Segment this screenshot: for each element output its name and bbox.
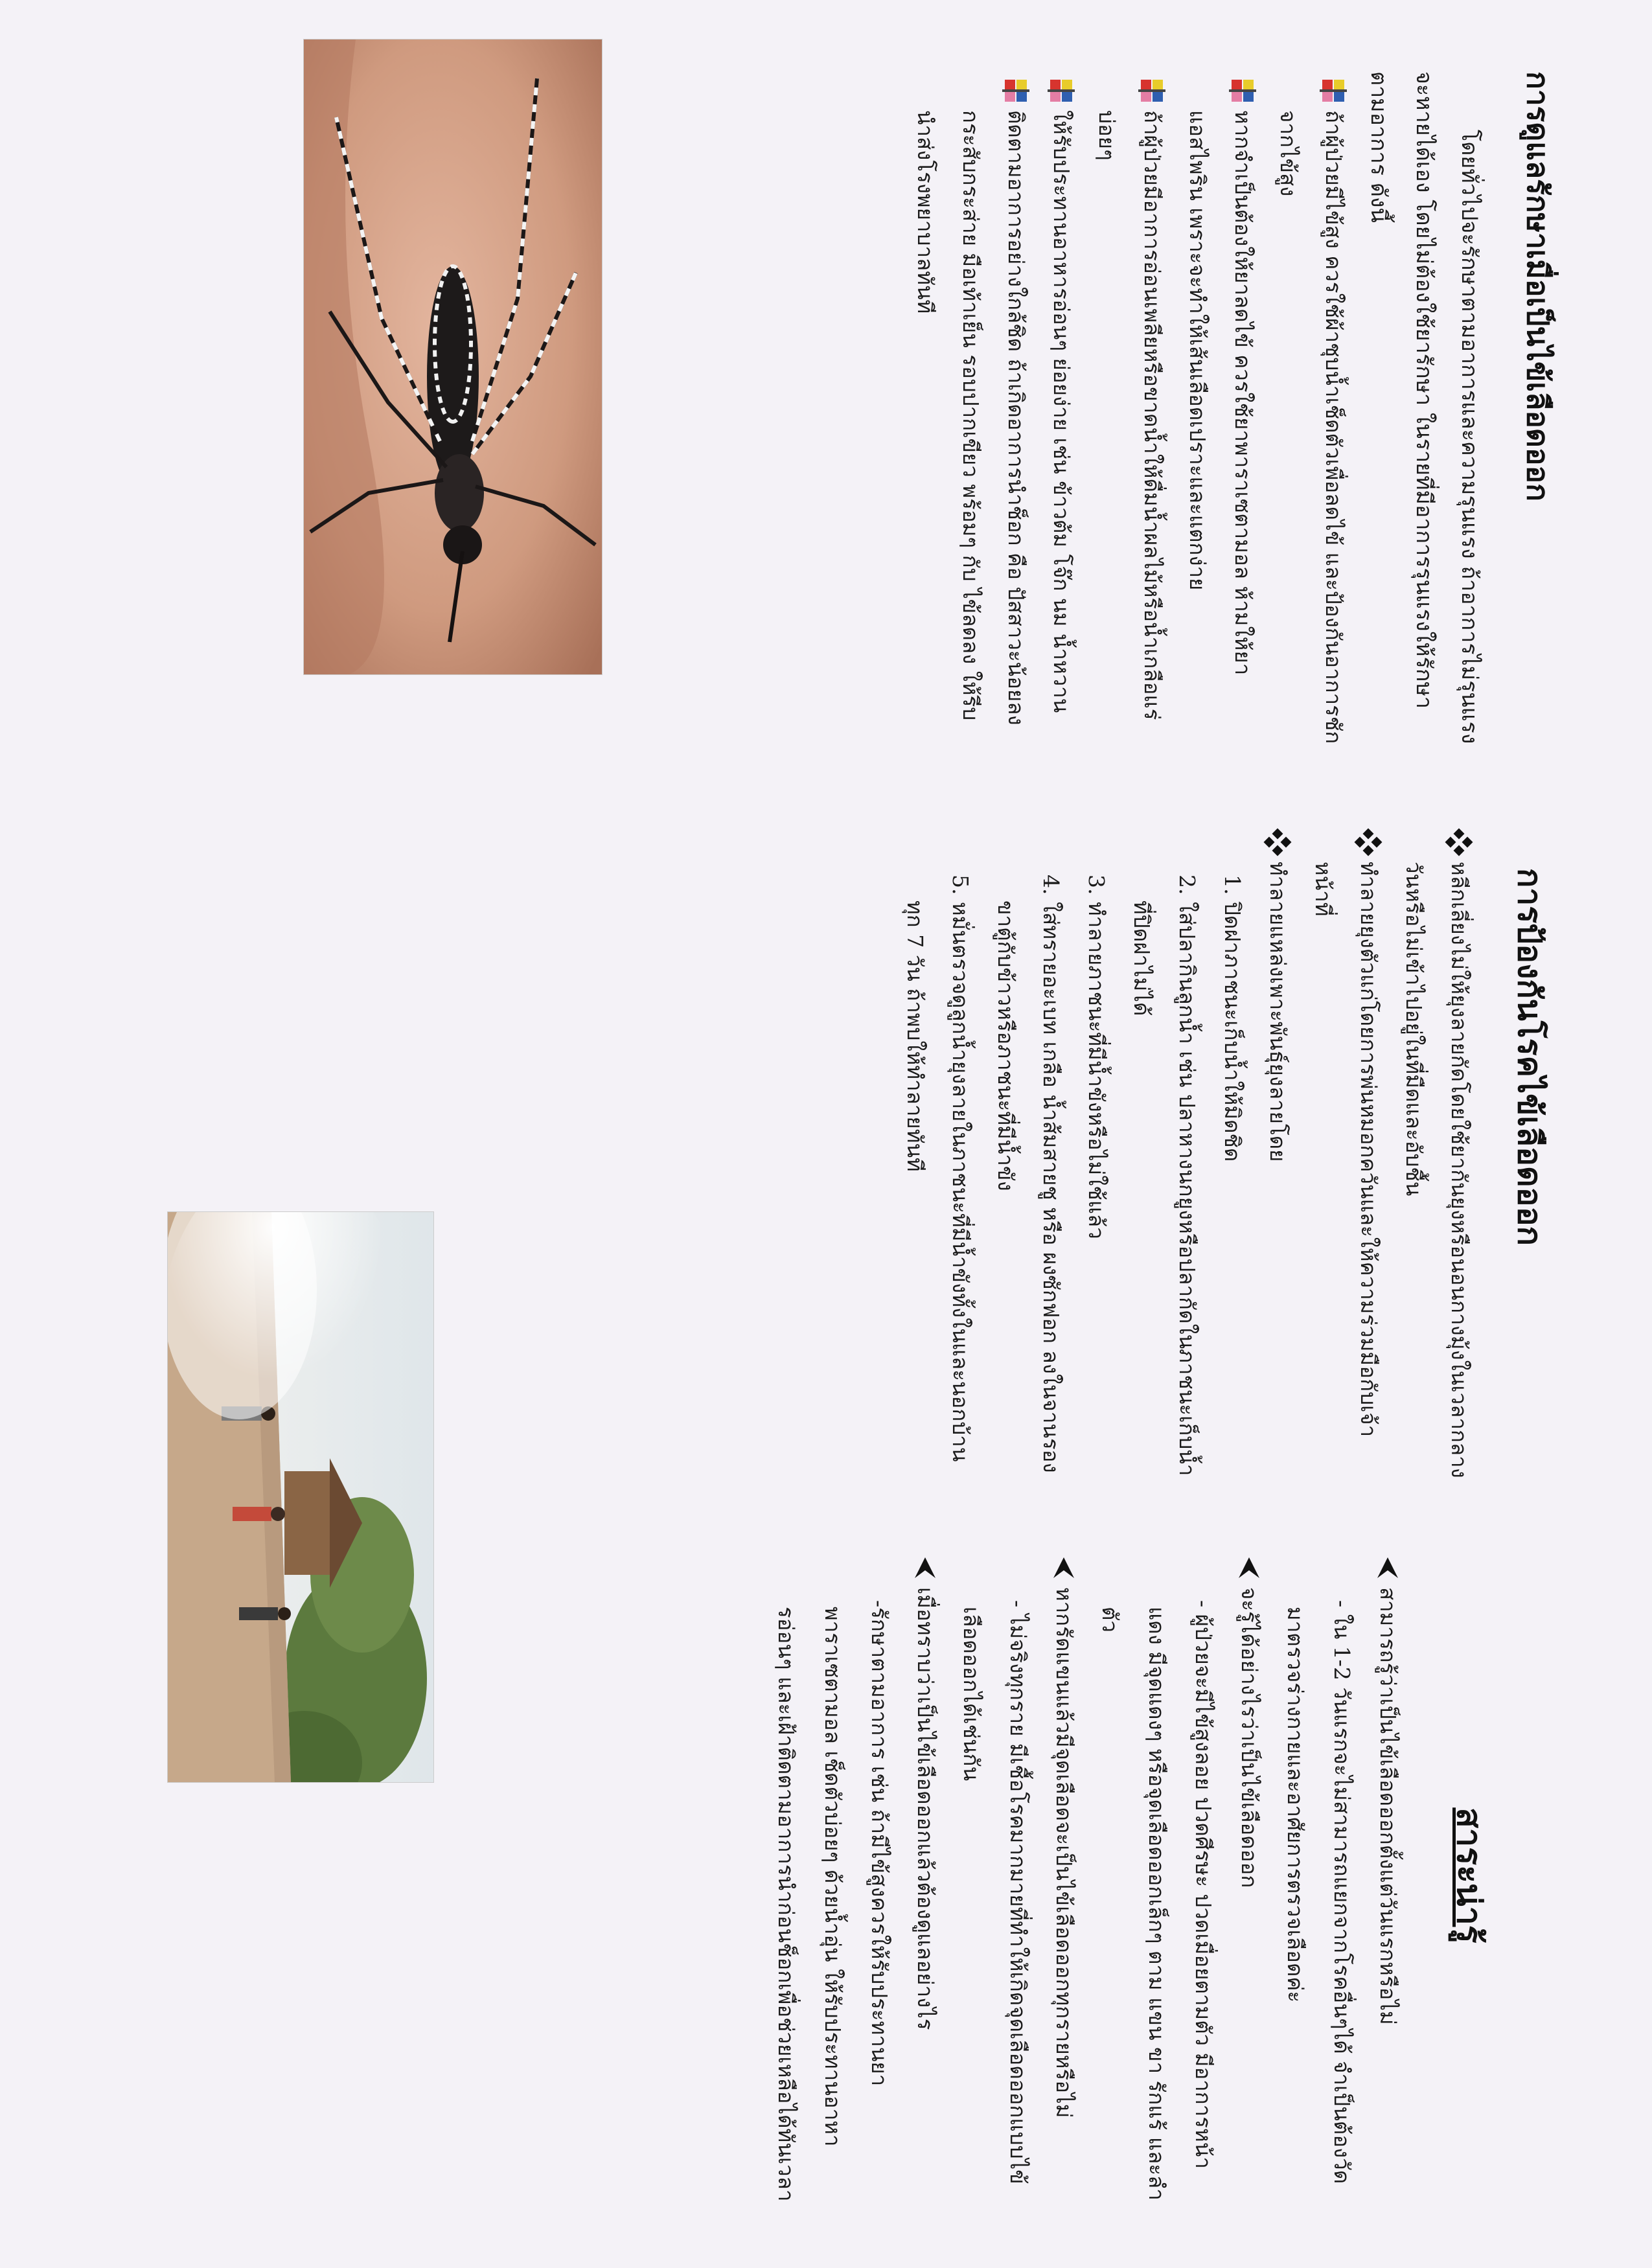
facts-panel [0,1522,1652,2222]
arrowhead-icon [1236,1555,1262,1581]
care-item [1038,71,1084,745]
prevention-step: 1. ปิดฝาภาชนะเก็บน้ำให้มิดชิด [1220,875,1245,1162]
arrowhead-icon [1051,1555,1077,1581]
prevention-step: 5. หมั่นตรวจดูลูกน้ำยุงลายในภาชนะที่มีน้ำขังทั้งในและนอกบ้านทุก 7 วัน ถ้าพบให้ทำลายทันที [902,875,973,1462]
facts-question [902,1548,948,2203]
care-intro: โดยทั่วไปจะรักษาตามอาการและความรุนแรง ถ้าอาการไม่รุนแรงจะหายได้เอง โดยไม่ต้องใช้ยารักษา ในรายที่มีอาการรุนแรงให้รักษาตามอาการ ดังนี้ [1366,71,1482,744]
facts-question-text: หากรัดแขนแล้วมีจุดเลือดจะเป็นไข้เลือดออกทุกรายหรือไม่ [1051,1587,1077,2118]
facts-question-text: สามารถรู้ว่าเป็นไข้เลือดออกตั้งแต่วันแรกหรือไม่ [1375,1587,1401,2025]
facts-question-text: จะรู้ได้อย่างไรว่าเป็นไข้เลือดออก [1237,1587,1262,1888]
prevention-step: 3. ทำลายภาชนะที่มีน้ำขังหรือไม่ใช้แล้ว [1084,875,1109,1239]
facts-answer: - ใน 1-2 วันแรกจะไม่สามารถแยกจากโรคอื่นๆได้ จำเป็นต้องวัดมาตรวจร่างกายและอาศัยการตรวจเลือดค่ะ [1283,1600,1355,2184]
facts-question [1365,1548,1410,2203]
care-item [1175,71,1265,745]
facts-question-text: เมื่อทราบว่าเป็นไข้เลือดออกแล้วต้องดูแลอย่างไร [913,1587,938,2030]
care-item-text: ถ้าผู้ป่วยมีไข้สูง ควรใช้ผ้าชุบน้ำเช็ดตัวเพื่อลดไข้ และป้องกันอาการชักจากไข้สูง [1276,110,1346,744]
prevention-item-text: ทำลายแหล่งเพาะพันธุ์ยุงลายโดย [1265,862,1291,1162]
prevention-item-text: ทำลายยุงตัวแก่โดยการพ่นหมอกควันและให้ความร่วมมือกับเจ้าหน้าที่ [1311,862,1381,1438]
facts-question [1041,1548,1086,2203]
square-color-bullet-icon [1005,80,1027,102]
facts-answer: -รักษาตามอาการ เช่น ถ้ามีไข้สูงควรให้รับประทานยาพาราเซตามอล เช็ดตัวบ่อยๆ ด้วยน้ำอุ่น ให้รับประทานอาหารอ่อนๆ และเฝ้าติดตามอาการนำก่อนช็อกเพื่อช่วยเหลือได้ทันเวลา [774,1600,892,2202]
prevention-item [1391,823,1482,1483]
mosquito-on-skin-photo [303,39,602,675]
square-color-bullet-icon [1322,80,1344,102]
care-item-text: หากจำเป็นต้องให้ยาลดไข้ ควรใช้ยาพาราเซตามอล ห้ามให้ยาแอสไพริน เพราะจะทำให้เส้นเลือดเปราะและแตกง่าย [1185,110,1256,676]
arrowhead-icon [912,1555,938,1581]
diamond-cluster-icon [1356,830,1381,854]
facts-question [1226,1548,1272,2203]
care-item-text: ถ้าผู้ป่วยมีอาการอ่อนเพลียหรือขาดน้ำให้ดื่มน้ำผลไม้หรือน้ำเกลือแร่บ่อยๆ [1094,110,1165,720]
care-panel [0,39,1652,771]
arrowhead-icon [1375,1555,1401,1581]
prevention-item-text: หลีกเลี่ยงไม่ให้ยุงลายกัดโดยใช้ยากันยุงหรือนอนกางมุ้งในเวลากลางวันหรือไม่เข้าไปอยู่ในที่มืดและอับชื้น [1401,862,1472,1478]
square-color-bullet-icon [1141,80,1163,102]
care-item [1265,71,1356,745]
square-color-bullet-icon [1050,80,1072,102]
care-title: การดูแลรักษาเมื่อเป็นไข้เลือดออก [1520,71,1555,501]
facts-title: สาระน่ารู้ [1449,1807,1488,1943]
facts-answer: - ผู้ป่วยจะมีไข้สูงลอย ปวดศีรษะ ปวดเมื่อยตามตัว มีอาการหน้าแดง มีจุดแดงๆ หรือจุดเลือดออกเล็กๆ ตาม แขน ขา รักแร้ และลำตัว [1097,1600,1216,2201]
care-item [1084,71,1175,745]
prevention-item [1255,823,1300,1483]
square-color-bullet-icon [1232,80,1254,102]
care-item [902,71,1038,745]
care-item-text: ให้รับประทานอาหารอ่อนๆ ย่อยง่าย เช่น ข้าวต้ม โจ๊ก นม น้ำหวาน [1049,110,1074,713]
prevention-step: 2. ใส่ปลากินลูกน้ำ เช่น ปลาหางนกยูงหรือปลากัดในภาชนะเก็บน้ำที่ปิดฝาไม่ได้ [1129,875,1200,1476]
prevention-title: การป้องกันโรคไข้เลือดออก [1511,868,1548,1246]
care-item-text: ติดตามอาการอย่างใกล้ชิด ถ้าเกิดอาการนำช็อก คือ ปัสสาวะน้อยลง กระสับกระส่าย มือเท้าเย็น รอบปากเขียว พร้อมๆ กับ ไข้ลดลง ให้รีบนำส่งโรงพยาบาลทันที [913,110,1029,726]
prevention-item [1300,823,1391,1483]
facts-answer: - ไม่จริงทุกราย มีเชื้อโรคมากมายที่ทำให้เกิดจุดเลือดออกแบบไข้เลือดออกได้เช่นกัน [959,1600,1031,2184]
diamond-cluster-icon [1447,830,1471,854]
diamond-cluster-icon [1265,830,1290,854]
prevention-step: 4. ใส่ทรายอะเบท เกลือ น้ำส้มสายชู หรือ ผงซักฟอก ลงในจานรองขาตู้กับข้าวหรือภาชนะที่มีน้ำขัง [993,875,1064,1473]
